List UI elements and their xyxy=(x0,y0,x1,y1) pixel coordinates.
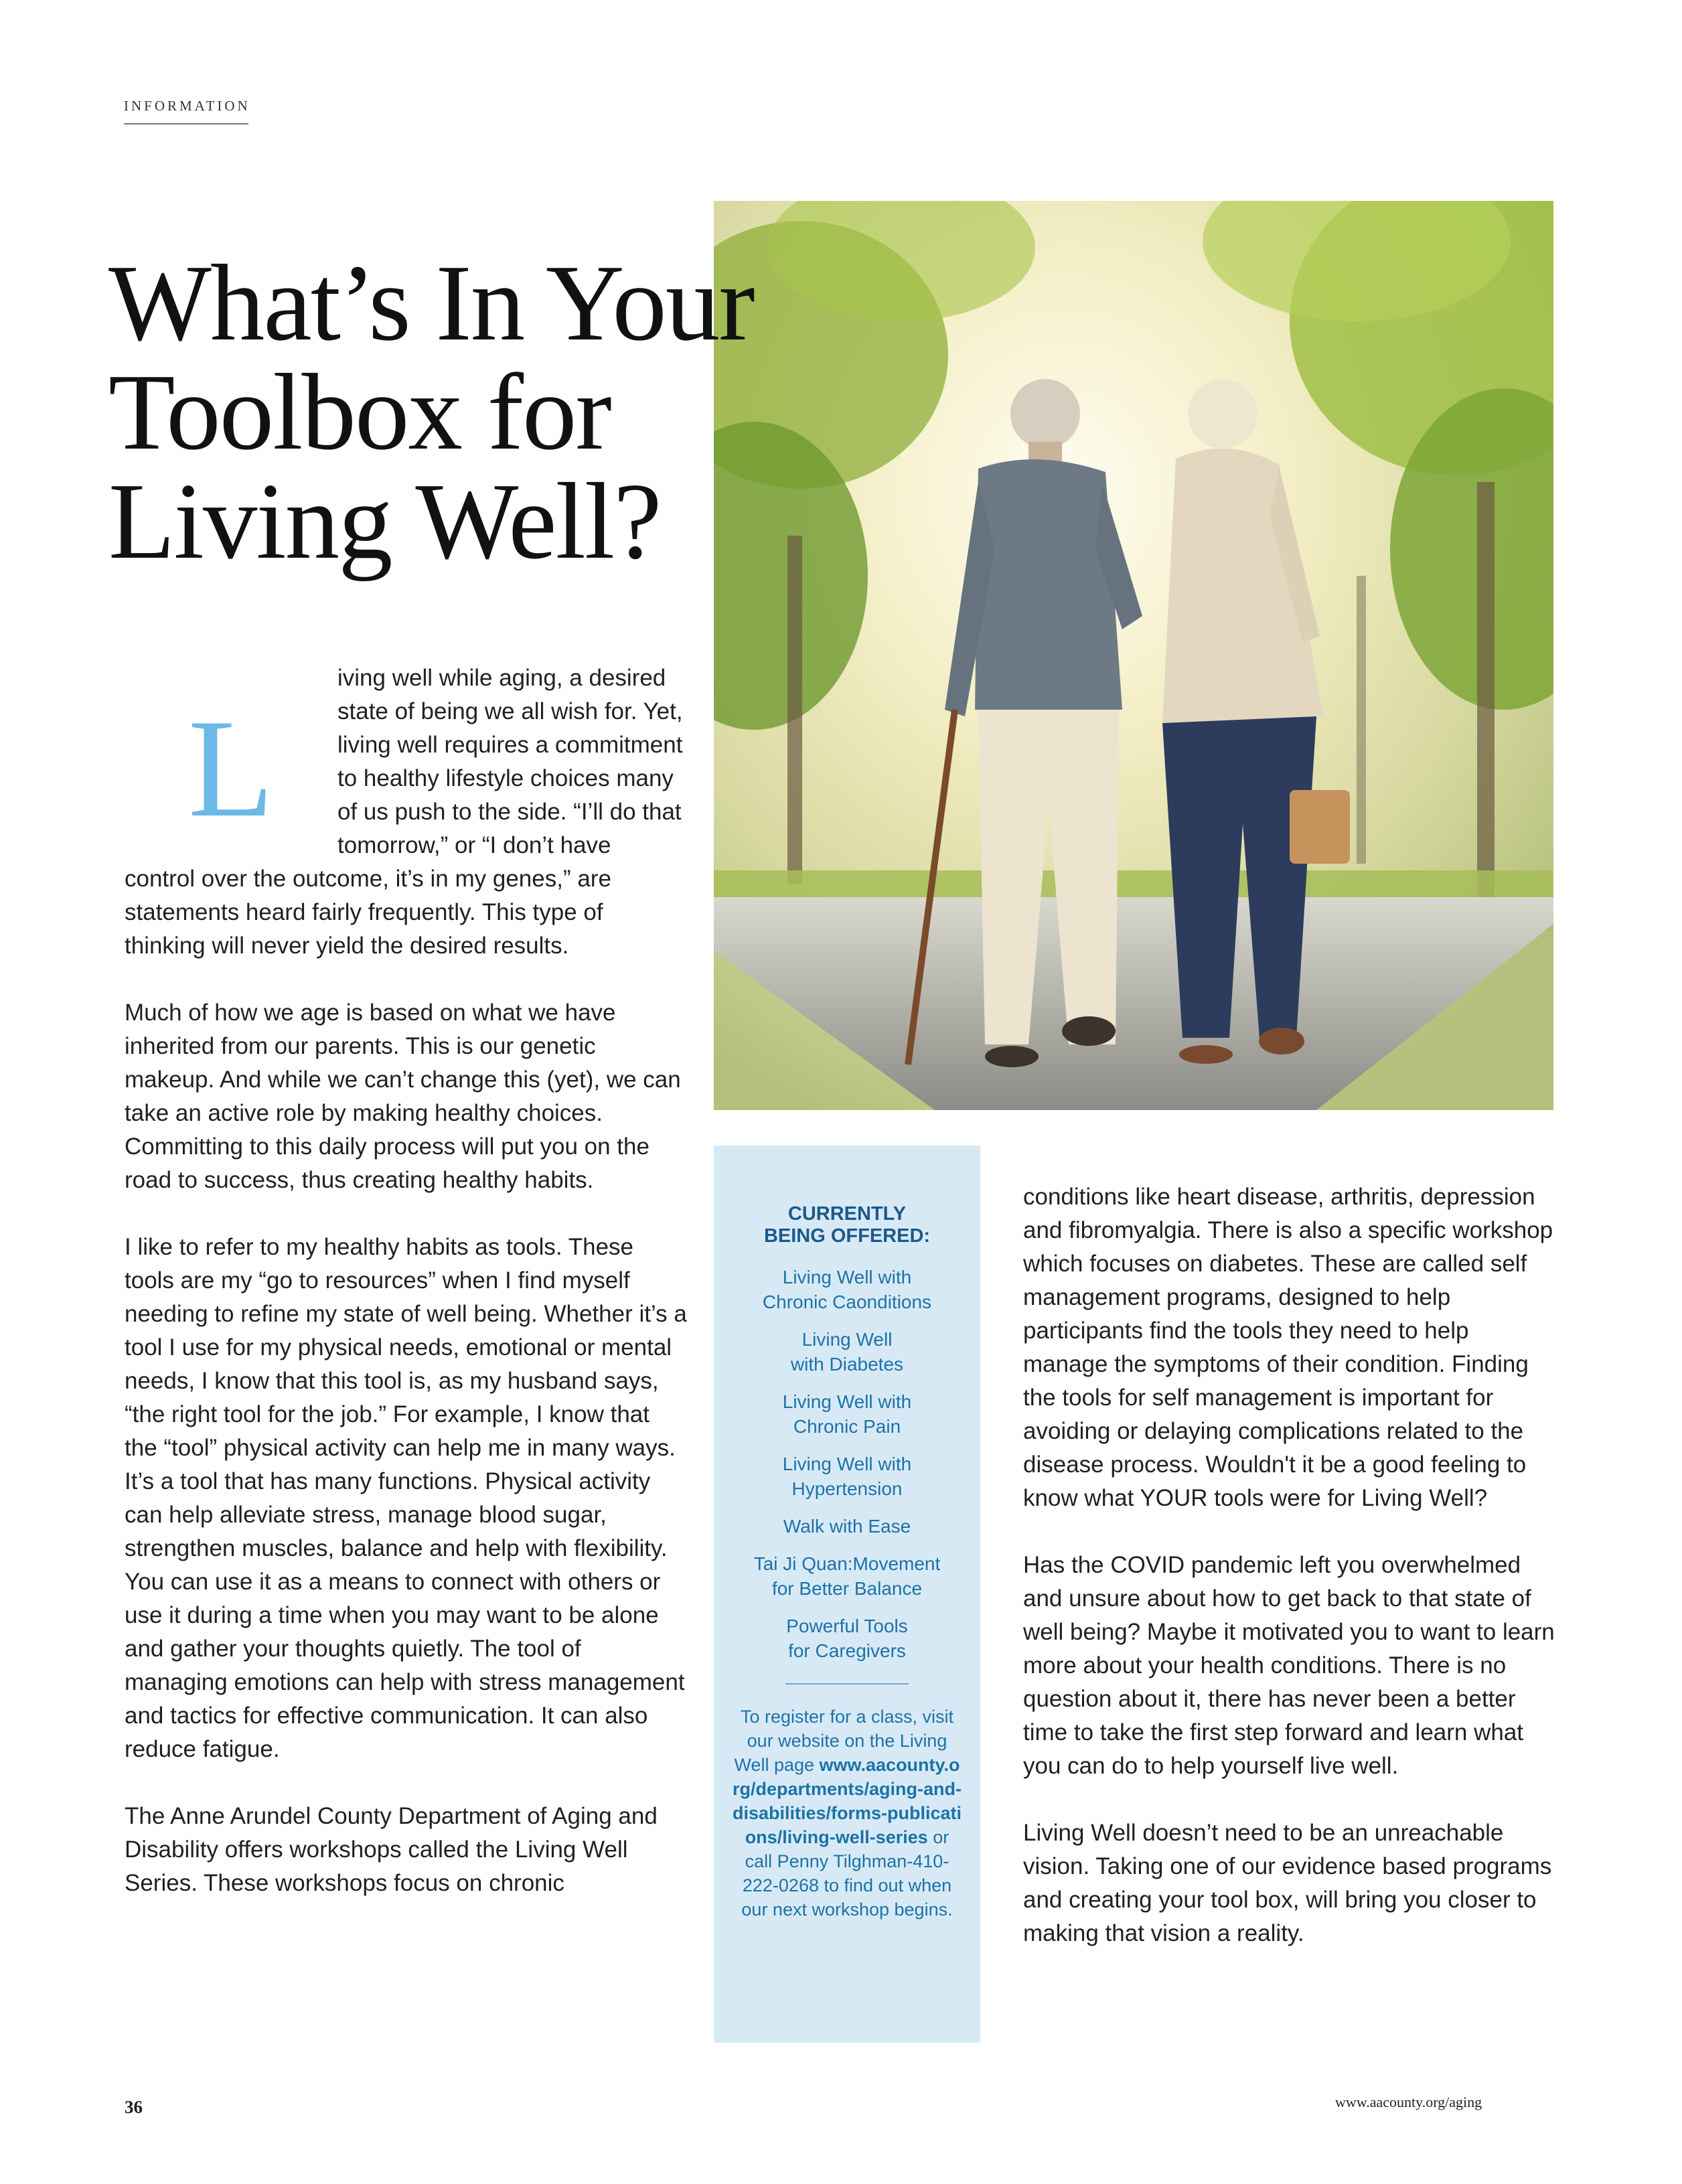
sidebar-item xyxy=(731,1389,963,1439)
article-paragraph-2: Much of how we age is based on what we have inherited from our parents. This is our genetic makeup. And while we can’t change this (yet), we can take an active role by making healthy choices. Committing to this daily process will put you on the road to success, thus creating healthy habits. xyxy=(125,1000,681,1193)
sidebar-item-line: Tai Ji Quan:Movement xyxy=(753,1553,941,1574)
sidebar-item-line: Hypertension xyxy=(791,1478,903,1499)
article-paragraph-6: Has the COVID pandemic left you overwhelmed and unsure about how to get back to that state of well being? Maybe it motivated you to want to learn more about your health conditions. There is no question about it, there has never been a better time to take the first step forward and learn what you can do to help yourself live well. xyxy=(1023,1552,1555,1779)
sidebar-heading-line-1: CURRENTLY xyxy=(787,1203,907,1225)
sidebar-divider xyxy=(785,1683,909,1685)
sidebar-item-line: Walk with Ease xyxy=(783,1516,911,1537)
sidebar-item-line: for Better Balance xyxy=(771,1578,923,1599)
article-column-right xyxy=(1023,1180,1559,1984)
drop-cap: L xyxy=(187,691,275,846)
cta-text-after: or call Penny Tilghman-410-222-0268 to find out when our next workshop begins. xyxy=(741,1827,953,1920)
sidebar-item-line: for Caregivers xyxy=(788,1640,906,1661)
sidebar-item xyxy=(731,1327,963,1377)
article-paragraph-7: Living Well doesn’t need to be an unreachable vision. Taking one of our evidence based programs and creating your tool box, will bring you closer to making that vision a reality. xyxy=(1023,1820,1552,1946)
sidebar-item-line: Powerful Tools xyxy=(786,1616,908,1636)
article-paragraph-5: conditions like heart disease, arthritis, depression and fibromyalgia. There is also a specific workshop which focuses on diabetes. These are called self management programs, designed to help participants find the tools they need to help manage the symptoms of their condition. Finding the tools for self management is important for avoiding or delaying complications related to the disease process. Wouldn't it be a good feeling to know what YOUR tools were for Living Well? xyxy=(1023,1184,1553,1511)
article-column-left xyxy=(125,661,687,1934)
sidebar-item xyxy=(731,1452,963,1501)
sidebar-item-line: Living Well xyxy=(801,1329,893,1350)
title-line-3: Living Well? xyxy=(108,461,661,582)
sidebar-currently-offered xyxy=(714,1146,980,2043)
sidebar-item-line: Chronic Pain xyxy=(793,1416,901,1437)
article-paragraph-1: iving well while aging, a desired state of being we all wish for. Yet, living well requires a commitment to healthy lifestyle choices many of us push to the side. “I’ll do that tomorrow,” or “I don’t have control over the outcome, it’s in my genes,” are statements heard fairly frequently. This type of thinking will never yield the desired results. xyxy=(125,665,683,959)
sidebar-heading xyxy=(731,1203,963,1247)
sidebar-item-line: Living Well with xyxy=(782,1267,912,1288)
sidebar-item xyxy=(731,1265,963,1314)
sidebar-item-line: Living Well with xyxy=(782,1391,912,1412)
section-label: INFORMATION xyxy=(124,98,250,114)
section-label-underline xyxy=(124,123,248,125)
sidebar-item xyxy=(731,1514,963,1539)
sidebar-item xyxy=(731,1614,963,1663)
page-number: 36 xyxy=(125,2097,143,2117)
sidebar-item xyxy=(731,1551,963,1601)
footer-url[interactable]: www.aacounty.org/aging xyxy=(1335,2094,1482,2110)
sidebar-item-line: Chronic Caonditions xyxy=(762,1292,932,1312)
title-line-2: Toolbox for xyxy=(108,352,611,473)
page-title xyxy=(108,243,845,582)
article-paragraph-3: I like to refer to my healthy habits as tools. These tools are my “go to resources” when I find myself needing to refine my state of well being. Whether it’s a tool I use for my physical needs, emotional or mental needs, I know that this tool is, as my husband says, “the right tool for the job.” For example, I know that the “tool” physical activity can help me in many ways. It’s a tool that has many functions. Physical activity can help alleviate stress, manage blood sugar, strengthen muscles, balance and help with flexibility. You can use it as a means to connect with others or use it during a time when you may want to be alone and gather your thoughts quietly. The tool of managing emotions can help with stress management and tactics for effective communication. It can also reduce fatigue. xyxy=(125,1234,687,1762)
sidebar-registration-note xyxy=(731,1705,963,1922)
title-line-1: What’s In Your xyxy=(108,243,754,364)
sidebar-item-line: Living Well with xyxy=(782,1454,912,1474)
sidebar-item-line: with Diabetes xyxy=(790,1354,904,1375)
living-well-link[interactable]: www.aacounty.org/departments/aging-and-disabilities/forms-publications/living-well-series xyxy=(732,1755,962,1847)
cta-text-before: To register for a class, visit our website on the Living Well page xyxy=(734,1707,954,1775)
article-paragraph-4: The Anne Arundel County Department of Aging and Disability offers workshops called the Living Well Series. These workshops focus on chronic xyxy=(125,1803,658,1896)
sidebar-heading-line-2: BEING OFFERED: xyxy=(763,1225,931,1247)
